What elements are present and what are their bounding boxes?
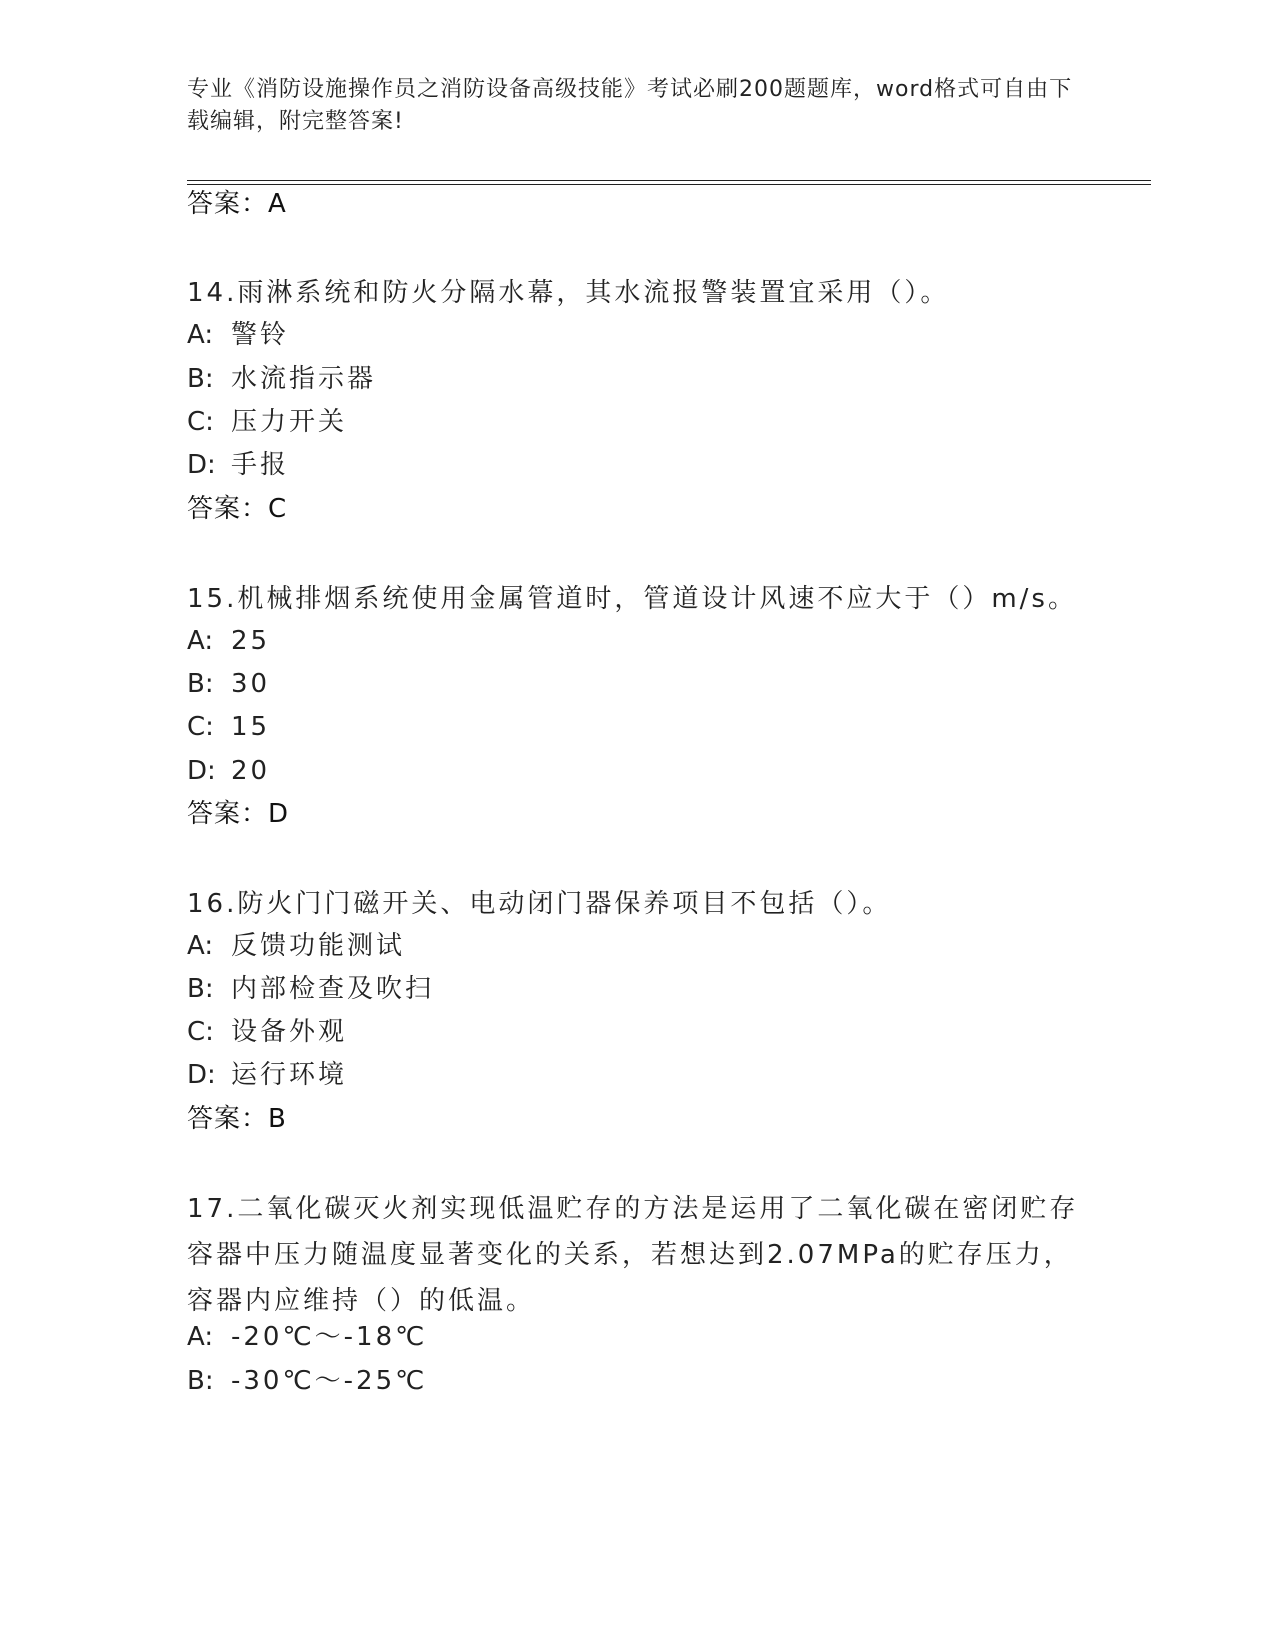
option-letter: B: (187, 669, 214, 699)
option-text: 设备外观 (231, 1017, 348, 1047)
option-letter: D: (187, 450, 216, 480)
question-16-option-b (187, 972, 434, 1006)
option-text: 水流指示器 (231, 364, 377, 394)
option-letter: D: (187, 756, 216, 786)
question-14-text: 14.雨淋系统和防火分隔水幕，其水流报警装置宜采用（）。 (187, 278, 950, 308)
option-letter: A: (187, 931, 214, 961)
option-text: 20 (231, 756, 271, 786)
question-17-option-b (187, 1364, 427, 1398)
option-text: 15 (231, 712, 271, 742)
header-divider-bottom (187, 184, 1151, 185)
option-letter: B: (187, 1366, 214, 1396)
question-16-option-a (187, 929, 405, 963)
answer-14: 答案：C (187, 494, 288, 524)
option-text: -30℃～-25℃ (231, 1366, 428, 1396)
option-letter: A: (187, 1322, 214, 1352)
option-letter: D: (187, 1060, 216, 1090)
header-divider-top (187, 180, 1151, 181)
document-intro: 专业《消防设施操作员之消防设备高级技能》考试必刷200题题库，word格式可自由下载编辑，附完整答案! (187, 77, 1073, 134)
question-15-option-a (187, 624, 270, 658)
question-17-option-a (187, 1320, 427, 1354)
question-15-option-d (187, 754, 270, 788)
option-text: 内部检查及吹扫 (231, 974, 435, 1004)
answer-15: 答案：D (187, 799, 290, 829)
option-text: 压力开关 (231, 407, 348, 437)
question-15-option-b (187, 667, 270, 701)
question-14-option-a (187, 318, 289, 352)
question-14-option-b (187, 362, 376, 396)
option-text: 警铃 (231, 320, 290, 350)
question-14-option-d (187, 448, 289, 482)
option-letter: B: (187, 974, 214, 1004)
question-14-option-c (187, 405, 347, 439)
option-text: 运行环境 (231, 1060, 348, 1090)
question-15-option-c (187, 710, 270, 744)
question-15-text: 15.机械排烟系统使用金属管道时，管道设计风速不应大于（）m/s。 (187, 584, 1077, 614)
option-text: -20℃～-18℃ (231, 1322, 428, 1352)
option-letter: B: (187, 364, 214, 394)
question-17-text: 17.二氧化碳灭火剂实现低温贮存的方法是运用了二氧化碳在密闭贮存容器中压力随温度显著变化的关系，若想达到2.07MPa的贮存压力，容器内应维持（）的低温。 (187, 1194, 1079, 1316)
option-letter: C: (187, 712, 214, 742)
option-text: 反馈功能测试 (231, 931, 406, 961)
option-letter: C: (187, 407, 214, 437)
question-16-option-c (187, 1015, 347, 1049)
option-text: 25 (231, 626, 271, 656)
question-16-text: 16.防火门门磁开关、电动闭门器保养项目不包括（）。 (187, 889, 892, 919)
answer-16: 答案：B (187, 1104, 287, 1134)
answer-13: 答案：A (187, 189, 287, 219)
option-text: 手报 (231, 450, 290, 480)
question-16-option-d (187, 1058, 347, 1092)
option-text: 30 (231, 669, 271, 699)
option-letter: C: (187, 1017, 214, 1047)
option-letter: A: (187, 320, 214, 350)
option-letter: A: (187, 626, 214, 656)
